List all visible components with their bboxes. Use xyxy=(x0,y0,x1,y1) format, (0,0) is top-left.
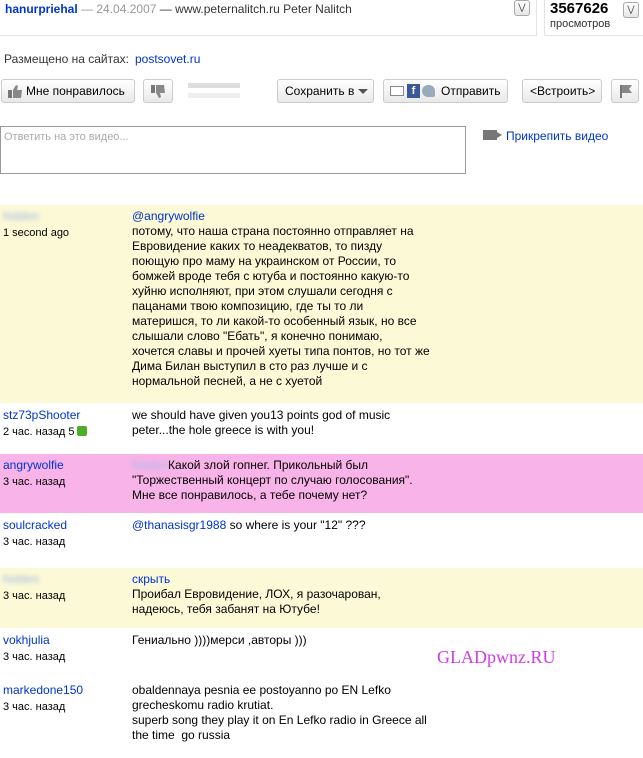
posted-on-sites xyxy=(4,52,200,66)
ratings-bar-dislikes xyxy=(188,93,240,98)
attach-video-link[interactable] xyxy=(483,129,608,143)
share-button[interactable] xyxy=(383,79,508,103)
like-button[interactable] xyxy=(1,79,135,103)
reply-input[interactable] xyxy=(0,126,466,174)
comment-body xyxy=(132,572,437,617)
uploader-link[interactable]: hanurpriehal xyxy=(5,2,78,16)
share-label: Отправить xyxy=(441,84,501,98)
double-chevron-down-icon[interactable]: ⋁ xyxy=(623,2,639,18)
comment-body: we should have given you13 points god of music peter...the hole greece is with you! xyxy=(132,408,391,437)
facebook-icon: f xyxy=(407,84,420,98)
attach-video-label: Прикрепить видео xyxy=(506,129,609,143)
comment-item xyxy=(0,568,643,629)
email-icon xyxy=(390,86,404,96)
comment-author-hidden[interactable]: hidden xyxy=(3,572,40,586)
comment-item xyxy=(0,454,643,514)
comment-text: so where is your "12" ??? xyxy=(226,518,366,532)
posted-on-site-link[interactable]: postsovet.ru xyxy=(135,52,201,66)
like-label: Мне понравилось xyxy=(26,84,125,98)
comment-body xyxy=(132,518,437,533)
twitter-icon xyxy=(422,85,435,97)
upload-date: 24.04.2007 xyxy=(96,2,157,16)
comment-time: 3 час. назад xyxy=(3,651,66,663)
thumbs-down-icon xyxy=(150,84,166,99)
dislike-button[interactable] xyxy=(143,79,173,103)
posted-on-label: Размещено на сайтах: xyxy=(4,52,129,66)
video-description: — www.peternalitch.ru Peter Nalitch xyxy=(156,2,352,16)
embed-label: <Встроить> xyxy=(530,84,596,98)
comment-time: 3 час. назад xyxy=(3,476,66,488)
comment-time: 1 second ago xyxy=(3,227,70,239)
comment-body: Гениально ))))мерси ,авторы ))) xyxy=(132,633,307,647)
flag-icon xyxy=(619,84,633,99)
video-info-bar xyxy=(0,0,643,40)
comment-author[interactable]: soulcracked xyxy=(3,518,68,532)
watermark-text: GLADpwnz.RU xyxy=(437,647,556,667)
ratings-bar xyxy=(183,79,243,103)
comment-text: Проибал Евровидение, ЛОХ, я разочарован, надеюсь, тебя забанят на Ютубе! xyxy=(132,587,381,616)
comment-item xyxy=(0,514,643,568)
video-camera-icon xyxy=(483,130,497,140)
chevron-down-icon xyxy=(358,89,368,94)
views-count: 3567626 xyxy=(550,0,609,17)
comment-time: 3 час. назад xyxy=(3,536,66,548)
comment-reply-to[interactable]: @thanasisgr1988 xyxy=(132,518,227,532)
comment-reply-to-hidden[interactable]: hidden xyxy=(132,458,169,472)
hide-comment-link[interactable]: скрыть xyxy=(132,572,171,586)
comment-author[interactable]: markedone150 xyxy=(3,683,84,697)
flag-button[interactable] xyxy=(611,79,639,103)
save-to-label: Сохранить в xyxy=(285,84,355,98)
comment-item xyxy=(0,679,643,751)
comment-author[interactable]: stz73pShooter xyxy=(3,408,81,422)
comments-list xyxy=(0,205,643,751)
comment-author-hidden[interactable]: hidden xyxy=(3,209,40,223)
uploader-line xyxy=(5,2,352,16)
comment-reply-to[interactable]: @angrywolfie xyxy=(132,209,205,223)
comment-score: 5 xyxy=(68,426,75,438)
comment-time: 3 час. назад xyxy=(3,590,66,602)
comment-body: obaldennaya pesnia ee postoyanno po EN Lefko grecheskomu radio krutiat. superb song they play it on En Lefko radio in Greece all the time go russia xyxy=(132,683,427,742)
uploader-info xyxy=(0,0,537,36)
reply-placeholder: Ответить на это видео... xyxy=(4,131,129,143)
thumbs-up-icon[interactable] xyxy=(77,426,87,436)
ratings-bar-likes xyxy=(188,83,240,88)
comment-body xyxy=(132,209,437,389)
comment-time: 2 час. назад xyxy=(3,426,66,438)
comment-meta xyxy=(3,426,87,438)
comment-body xyxy=(132,458,437,503)
double-chevron-down-icon[interactable]: ⋁ xyxy=(514,0,530,16)
views-counter xyxy=(544,0,643,36)
embed-button[interactable] xyxy=(522,79,602,103)
save-to-button[interactable] xyxy=(277,79,374,103)
thumbs-up-icon xyxy=(7,84,23,99)
comment-text: Какой злой гопнег. Прикольный был "Торжественный концерт по случаю голосования". Мне все понравилось, а тебе почему нет? xyxy=(132,458,413,502)
comment-item xyxy=(0,205,643,404)
comment-text: потому, что наша страна постоянно отправляет на Евровидение каких то неадекватов, то пизду поющую про маму на украинском от России, то бомжей вроде тебя с ютуба и постоянно какую-то хуйню исполняют, при этом слушали сегодня с пацанами твою композицию, где ты то ли материшся, то ли какой-то особенный язык, но все слышали слово "Ебать", я конечно понимаю, хочется славы и прочей хуеты типа понтов, но тот же Дима Билан выступил в сто раз лучше и с нормальной песней, а не с хуетой xyxy=(132,224,430,388)
comment-item xyxy=(0,404,643,454)
comment-time: 3 час. назад xyxy=(3,701,66,713)
comment-author[interactable]: angrywolfie xyxy=(3,458,64,472)
comment-author[interactable]: vokhjulia xyxy=(3,633,50,647)
views-label: просмотров xyxy=(550,18,611,30)
uploader-dash: — xyxy=(77,2,97,16)
